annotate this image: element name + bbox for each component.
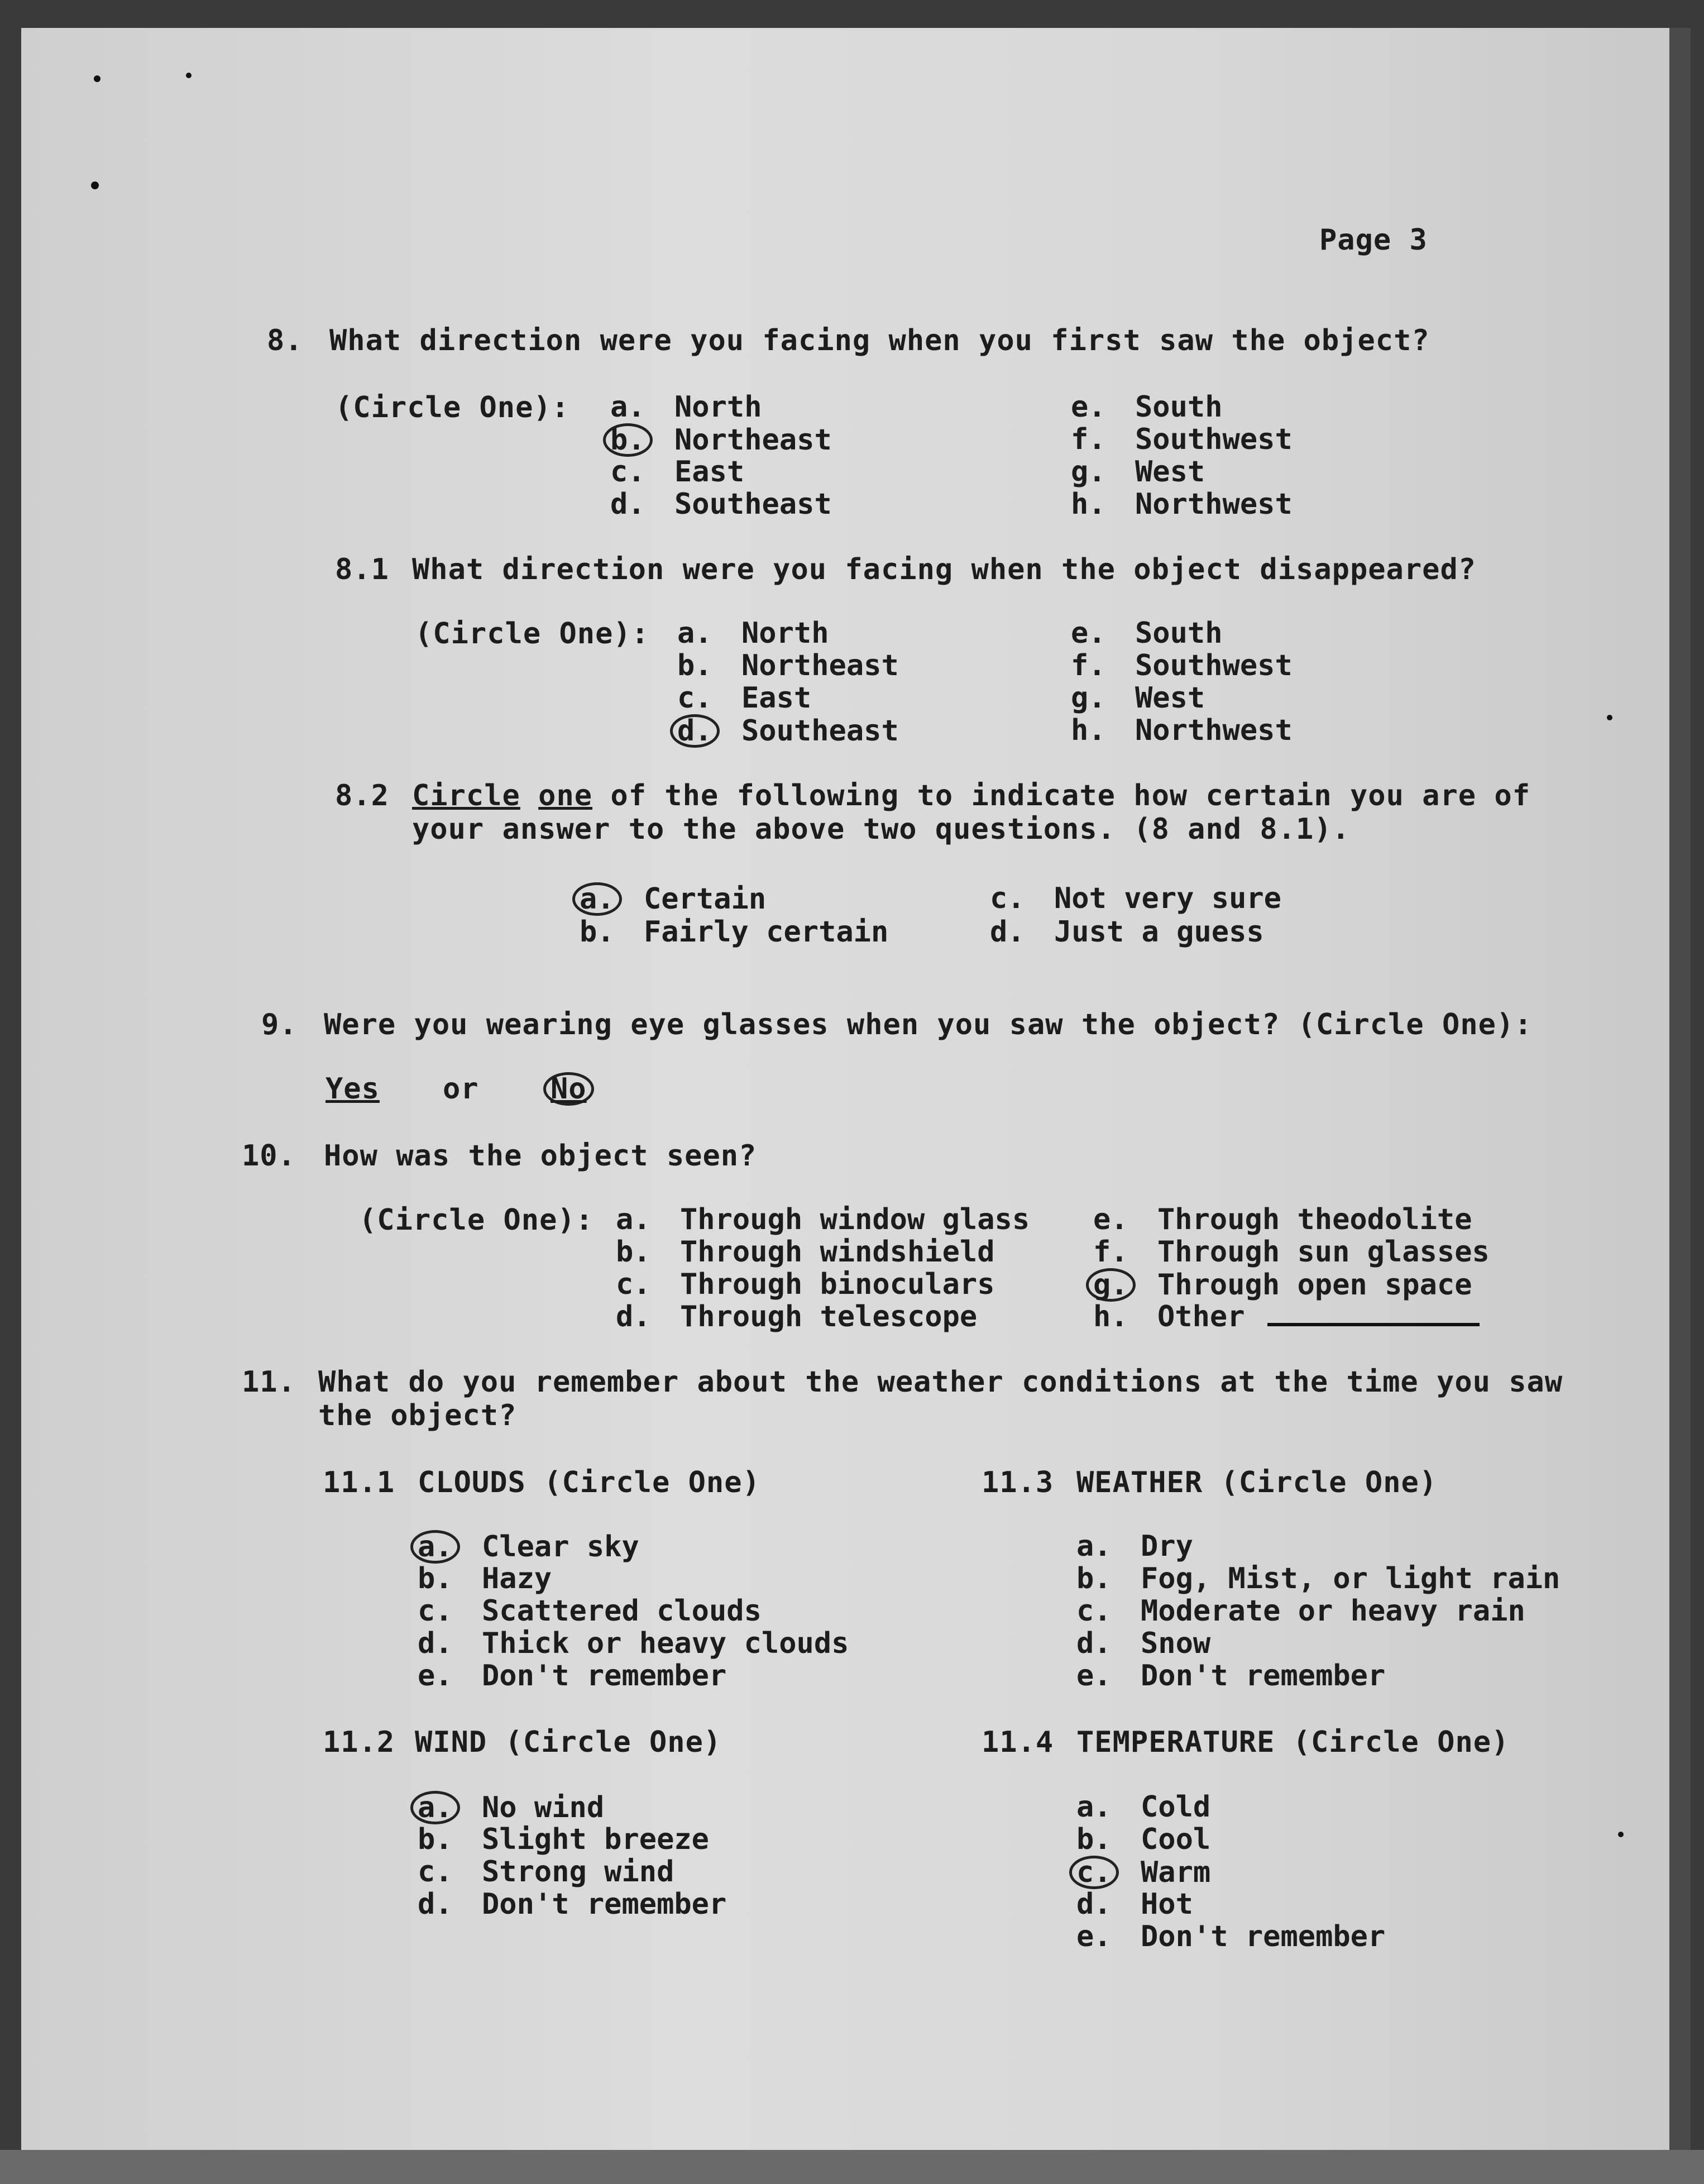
option-letter: b.	[418, 1823, 453, 1856]
q8-1-option-h[interactable]	[1071, 714, 1293, 747]
option-letter: e.	[1076, 1920, 1112, 1953]
option-letter: c.	[616, 1268, 651, 1301]
option-text: Strong wind	[482, 1855, 674, 1889]
option-letter: b.	[418, 1562, 453, 1595]
q10-option-d[interactable]	[616, 1301, 977, 1333]
q9-number: 9.	[261, 1008, 298, 1041]
q10-question: How was the object seen?	[324, 1139, 757, 1173]
option-text: Southeast	[674, 488, 832, 521]
clouds-option-b[interactable]	[418, 1562, 552, 1595]
option-text: Through sun glasses	[1157, 1235, 1490, 1269]
q10-option-a[interactable]	[616, 1203, 1030, 1236]
q9-yes[interactable]	[326, 1072, 380, 1106]
q11-3-number: 11.3	[982, 1466, 1054, 1499]
q8-2-question-line1	[412, 779, 1530, 813]
option-letter-circled: d.	[670, 714, 720, 748]
q10-option-g[interactable]	[1093, 1268, 1472, 1302]
option-text: Through open space	[1157, 1268, 1472, 1302]
q8-1-option-d[interactable]	[677, 714, 899, 748]
weather-option-b[interactable]	[1076, 1562, 1560, 1595]
q11-question-line2: the object?	[318, 1399, 517, 1432]
option-text: Dry	[1141, 1530, 1193, 1563]
option-letter: b.	[1076, 1562, 1112, 1595]
option-letter: c.	[418, 1855, 453, 1889]
q11-4-title: TEMPERATURE (Circle One)	[1076, 1726, 1510, 1759]
option-letter: d.	[1076, 1627, 1112, 1660]
wind-option-a[interactable]	[418, 1791, 604, 1824]
q10-option-h[interactable]	[1093, 1301, 1480, 1333]
clouds-option-d[interactable]	[418, 1627, 849, 1660]
q11-2-number: 11.2	[323, 1726, 395, 1759]
option-letter-circled: a.	[410, 1791, 460, 1824]
q8-2-option-d[interactable]	[990, 916, 1264, 948]
option-text: Fairly certain	[644, 915, 889, 949]
option-text: Snow	[1141, 1627, 1211, 1660]
option-text: Don't remember	[482, 1659, 727, 1693]
q8-2-option-a[interactable]	[580, 882, 766, 916]
one-word: one	[538, 779, 593, 813]
q8-question: What direction were you facing when you first saw the object?	[329, 324, 1430, 357]
option-letter-circled: c.	[1069, 1856, 1119, 1889]
scan-bottom-edge	[0, 2150, 1704, 2184]
q8-2-number: 8.2	[335, 779, 389, 813]
option-text: Northeast	[674, 423, 832, 457]
q8-1-option-e[interactable]	[1071, 617, 1223, 649]
option-letter: a.	[1076, 1790, 1112, 1824]
option-text: South	[1135, 390, 1223, 424]
option-letter: b.	[580, 915, 615, 949]
wind-option-d[interactable]	[418, 1888, 726, 1920]
option-text: Northwest	[1135, 714, 1293, 747]
q8-option-d[interactable]	[610, 488, 832, 520]
option-letter: b.	[677, 649, 712, 682]
option-text: Southwest	[1135, 423, 1293, 456]
option-letter: a.	[616, 1203, 651, 1236]
q11-number: 11.	[242, 1365, 296, 1399]
option-letter: f.	[1071, 423, 1106, 456]
wind-option-c[interactable]	[418, 1856, 674, 1888]
option-text: East	[674, 455, 745, 489]
option-text: East	[741, 681, 812, 715]
option-text: Warm	[1141, 1856, 1211, 1889]
q11-1-number: 11.1	[323, 1466, 395, 1499]
q11-1-title: CLOUDS (Circle One)	[418, 1466, 760, 1499]
option-text: Thick or heavy clouds	[482, 1627, 849, 1660]
option-text: Clear sky	[482, 1530, 639, 1564]
option-text: Through windshield	[680, 1235, 995, 1269]
temperature-option-a[interactable]	[1076, 1791, 1210, 1823]
option-text: Cold	[1141, 1790, 1211, 1824]
option-letter: h.	[1071, 714, 1106, 747]
option-letter: c.	[418, 1594, 453, 1628]
option-letter: g.	[1071, 455, 1106, 489]
option-letter: c.	[677, 681, 712, 715]
option-text: Fog, Mist, or light rain	[1141, 1562, 1561, 1595]
option-text: Don't remember	[1141, 1659, 1386, 1693]
option-text: Scattered clouds	[482, 1594, 762, 1628]
q8-option-e[interactable]	[1071, 391, 1223, 423]
option-text: North	[741, 617, 829, 650]
q8-2-question-line2: your answer to the above two questions. (8 and 8.1).	[412, 813, 1350, 846]
wind-option-b[interactable]	[418, 1823, 709, 1856]
q8-option-g[interactable]	[1071, 456, 1205, 488]
option-letter: b.	[1076, 1823, 1112, 1856]
q8-2-option-c[interactable]	[990, 882, 1281, 915]
option-text: Through binoculars	[680, 1268, 995, 1301]
document-page	[21, 28, 1669, 2150]
weather-option-c[interactable]	[1076, 1595, 1525, 1627]
option-text: Southwest	[1135, 649, 1293, 682]
q9-no[interactable]	[543, 1072, 594, 1106]
scan-speck	[94, 75, 100, 82]
q8-instruction: (Circle One):	[335, 391, 569, 424]
scan-speck	[1618, 1832, 1624, 1837]
option-letter: f.	[1093, 1235, 1128, 1269]
weather-option-e[interactable]	[1076, 1660, 1385, 1692]
option-text: Don't remember	[1141, 1920, 1386, 1953]
q11-2-title: WIND (Circle One)	[415, 1726, 722, 1759]
q10-option-e[interactable]	[1093, 1203, 1472, 1236]
scan-speck	[1607, 715, 1612, 720]
option-text: No wind	[482, 1791, 605, 1824]
option-letter: a.	[1076, 1530, 1112, 1563]
q8-option-h[interactable]	[1071, 488, 1293, 520]
q11-question-line1: What do you remember about the weather conditions at the time you saw	[318, 1365, 1563, 1399]
weather-option-a[interactable]	[1076, 1530, 1193, 1562]
option-letter-circled: g.	[1086, 1268, 1136, 1302]
yes-label: Yes	[326, 1072, 380, 1106]
q8-option-a[interactable]	[610, 391, 762, 423]
temperature-option-c[interactable]	[1076, 1856, 1210, 1889]
option-letter: b.	[616, 1235, 651, 1269]
option-text: Through telescope	[680, 1300, 978, 1334]
option-letter: c.	[1076, 1594, 1112, 1628]
scan-speck	[91, 181, 99, 189]
scan-shadow	[1669, 28, 1691, 2150]
option-text: Slight breeze	[482, 1823, 709, 1856]
q10-option-f[interactable]	[1093, 1236, 1490, 1268]
option-letter-circled: a.	[410, 1530, 460, 1564]
weather-option-d[interactable]	[1076, 1627, 1210, 1660]
option-letter: h.	[1093, 1300, 1128, 1334]
q8-1-option-a[interactable]	[677, 617, 829, 649]
option-letter: d.	[1076, 1887, 1112, 1921]
option-text: West	[1135, 681, 1205, 715]
circle-word: Circle	[412, 779, 520, 813]
clouds-option-e[interactable]	[418, 1660, 726, 1692]
option-letter: a.	[677, 617, 712, 650]
clouds-option-a[interactable]	[418, 1530, 639, 1564]
option-text: Hot	[1141, 1887, 1193, 1921]
option-letter: d.	[616, 1300, 651, 1334]
option-text: Don't remember	[482, 1887, 727, 1921]
q8-1-option-f[interactable]	[1071, 649, 1293, 682]
option-text: Northwest	[1135, 488, 1293, 521]
q8-option-c[interactable]	[610, 456, 744, 488]
option-letter: d.	[418, 1887, 453, 1921]
option-letter: d.	[610, 488, 645, 521]
option-letter: c.	[990, 882, 1025, 915]
option-letter: d.	[418, 1627, 453, 1660]
q8-number: 8.	[267, 324, 303, 357]
option-letter: d.	[990, 915, 1025, 949]
option-text: Hazy	[482, 1562, 552, 1595]
option-letter-circled: a.	[572, 882, 622, 916]
q8-1-option-g[interactable]	[1071, 682, 1205, 714]
q8-2-option-b[interactable]	[580, 916, 888, 948]
option-text: West	[1135, 455, 1205, 489]
option-text: Other	[1157, 1300, 1245, 1334]
option-letter: a.	[610, 390, 645, 424]
other-blank-line[interactable]	[1267, 1323, 1480, 1326]
option-letter: g.	[1071, 681, 1106, 715]
page-number: Page 3	[1319, 223, 1428, 257]
q10-instruction: (Circle One):	[359, 1203, 593, 1237]
q10-option-b[interactable]	[616, 1236, 995, 1268]
q11-3-title: WEATHER (Circle One)	[1076, 1466, 1438, 1499]
q8-1-option-b[interactable]	[677, 649, 899, 682]
q8-1-instruction: (Circle One):	[415, 617, 649, 651]
q8-1-question: What direction were you facing when the object disappeared?	[412, 553, 1477, 586]
option-letter: e.	[418, 1659, 453, 1693]
clouds-option-c[interactable]	[418, 1595, 762, 1627]
option-text: Northeast	[741, 649, 899, 682]
q10-number: 10.	[242, 1139, 296, 1173]
no-label: No	[551, 1072, 587, 1106]
option-letter: e.	[1071, 390, 1106, 424]
temperature-option-d[interactable]	[1076, 1888, 1193, 1920]
q8-2-question-rest: of the following to indicate how certain you are of	[592, 779, 1531, 813]
q8-1-option-c[interactable]	[677, 682, 811, 714]
option-text: Just a guess	[1054, 915, 1264, 949]
q10-option-c[interactable]	[616, 1268, 995, 1301]
option-text: Not very sure	[1054, 882, 1281, 915]
q8-1-number: 8.1	[335, 553, 389, 586]
option-text: Cool	[1141, 1823, 1211, 1856]
scan-speck	[186, 73, 192, 78]
q9-or: or	[443, 1072, 479, 1106]
option-text: Through theodolite	[1157, 1203, 1472, 1236]
q8-option-b[interactable]	[610, 423, 832, 457]
option-text: Certain	[644, 882, 767, 916]
option-text: North	[674, 390, 762, 424]
option-text: Moderate or heavy rain	[1141, 1594, 1525, 1628]
option-letter-circled: b.	[603, 423, 653, 457]
option-letter: c.	[610, 455, 645, 489]
option-text: South	[1135, 617, 1223, 650]
option-text: Southeast	[741, 714, 899, 748]
q11-4-number: 11.4	[982, 1726, 1054, 1759]
q8-option-f[interactable]	[1071, 423, 1293, 456]
q9-question: Were you wearing eye glasses when you saw the object? (Circle One):	[324, 1008, 1533, 1041]
option-letter: h.	[1071, 488, 1106, 521]
option-letter: f.	[1071, 649, 1106, 682]
option-letter: e.	[1076, 1659, 1112, 1693]
option-letter: e.	[1093, 1203, 1128, 1236]
temperature-option-e[interactable]	[1076, 1920, 1385, 1953]
temperature-option-b[interactable]	[1076, 1823, 1210, 1856]
option-text: Through window glass	[680, 1203, 1030, 1236]
option-letter: e.	[1071, 617, 1106, 650]
